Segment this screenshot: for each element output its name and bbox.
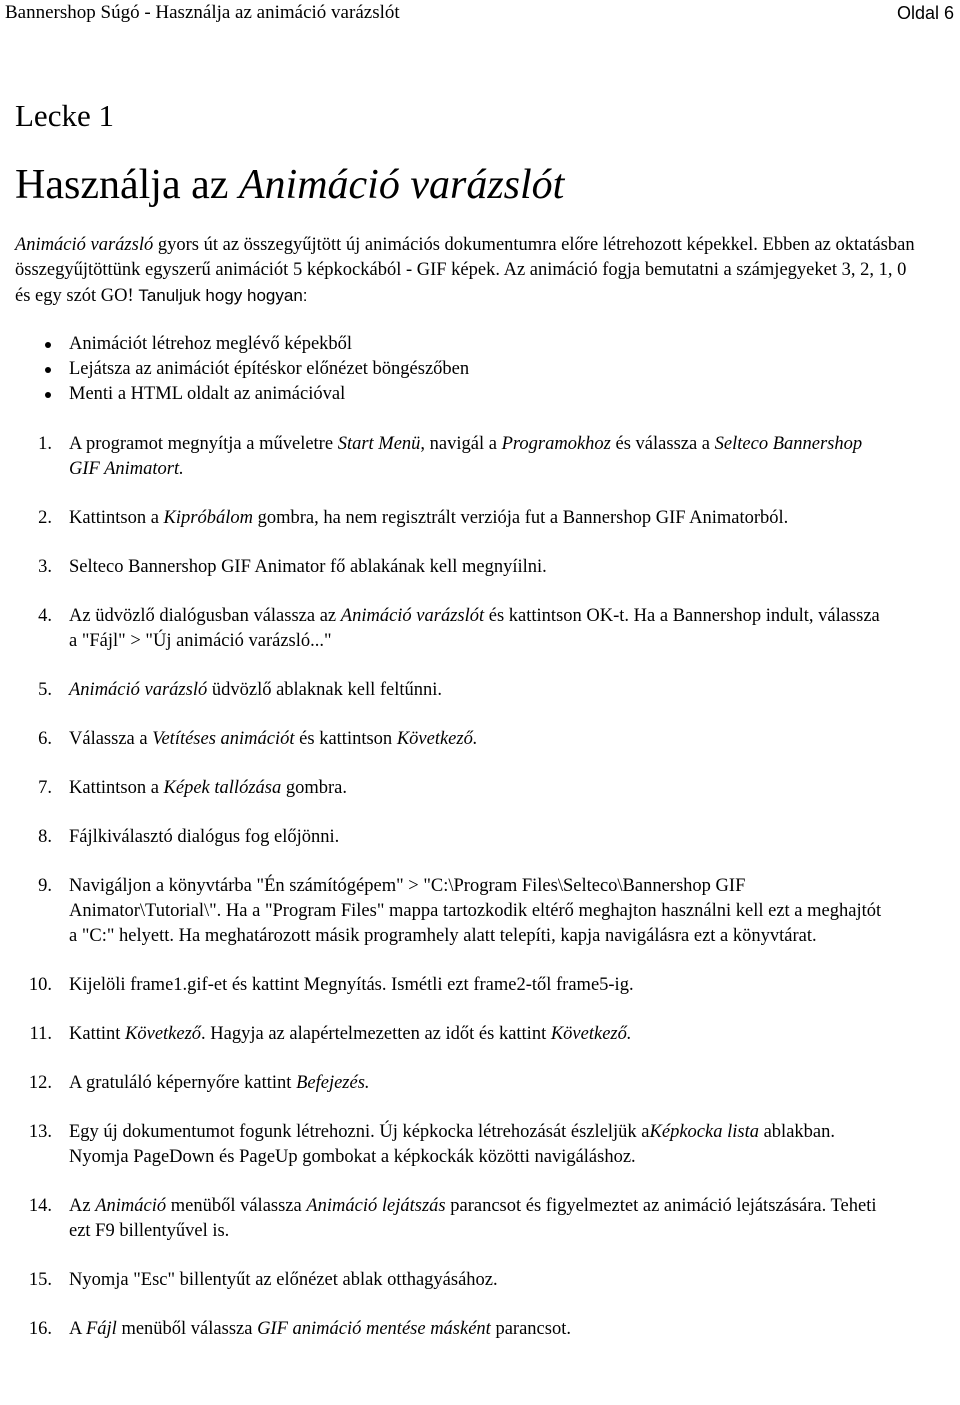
step-text-part: Kijelöli frame1.gif-et és kattint Megnyítás. Ismétli ezt frame2-től frame5-ig. [69, 975, 634, 995]
step-text-part: Kattintson a [69, 508, 164, 528]
step-text-part: A programot megnyítja a műveletre [69, 434, 338, 454]
intro-paragraph [15, 233, 915, 309]
lesson-heading: Lecke 1 [15, 98, 114, 133]
step-item [0, 825, 889, 850]
step-text-part: Az üdvözlő dialógusban válassza az [69, 606, 341, 626]
objective-text: Menti a HTML oldalt az animációval [69, 384, 346, 404]
bullet-icon [45, 392, 51, 398]
step-item [0, 1120, 889, 1170]
page-title [15, 160, 564, 210]
step-text-italic: Fájl [85, 1319, 117, 1339]
step-text-italic: Start Menü [337, 434, 421, 454]
step-text-part: Az [69, 1196, 96, 1216]
step-text [69, 778, 347, 798]
document-header-title: Bannershop Súgó - Használja az animáció varázslót [5, 2, 400, 23]
step-number: 11. [29, 1024, 52, 1044]
step-item [0, 727, 889, 752]
step-text-part: Fájlkiválasztó dialógus fog előjönni. [69, 827, 340, 847]
objective-item [0, 357, 940, 382]
step-text-part: . Hagyja az alapértelmezetten az időt és kattint [201, 1024, 551, 1044]
bullet-icon [45, 342, 51, 348]
step-text [69, 434, 862, 479]
step-number: 5. [38, 680, 52, 700]
step-text-italic: Következő. [550, 1024, 632, 1044]
step-text-italic: Selteco Bannershop GIF Animatort. [69, 434, 863, 479]
step-text [69, 975, 634, 995]
step-number: 16. [28, 1319, 52, 1339]
step-text-part: gombra, ha nem regisztrált verziója fut a Bannershop GIF Animatorból. [252, 508, 789, 528]
step-text [69, 508, 788, 528]
step-number: 9. [38, 876, 52, 896]
step-text-part: Kattintson a [69, 778, 164, 798]
step-text-part: Selteco Bannershop GIF Animator fő ablakának kell megnyíilni. [69, 557, 547, 577]
objectives-list [0, 332, 940, 407]
step-item [0, 1071, 889, 1096]
step-text [69, 1073, 370, 1093]
step-text-part: és kattintson OK-t. Ha a Bannershop indult, válassza a "Fájl" > "Új animáció varázsló..." [69, 606, 880, 651]
step-text-italic: Animáció varázsló [69, 680, 208, 700]
intro-text: gyors út az összegyűjtött új animációs dokumentumra előre létrehozott képekkel. Ebben az oktatásban összegyűjtöttünk egyszerű animációt 5 képkockából - GIF képek. Az animáció fogja bemutatni a számjegyeket 3, 2, 1, 0 és egy szót GO! [15, 235, 915, 306]
step-number: 10. [28, 975, 52, 995]
step-text-part: gombra. [281, 778, 347, 798]
step-text-italic: Kipróbálom [163, 508, 253, 528]
intro-learn: Tanuljuk hogy hogyan: [138, 286, 308, 305]
step-item [0, 555, 889, 580]
step-number: 12. [28, 1073, 52, 1093]
step-number: 15. [28, 1270, 52, 1290]
step-text-part: Navigáljon a könyvtárba "Én számítógépem" > "C:\Program Files\Selteco\Bannershop GIF Animator\Tutorial\". Ha a "Program Files" mappa tartozkodik eltérő meghajton használni kell ezt a meghajtót a "C:" helyett. Ha meghatározott másik programhely alatt telepíti, kapja navigálásra ezt a könyvtárat. [69, 876, 882, 946]
step-item [0, 973, 889, 998]
objective-item [0, 332, 940, 357]
step-text [69, 680, 442, 700]
step-item [0, 432, 889, 482]
step-text [69, 1024, 632, 1044]
step-text-part: menüből válassza [116, 1319, 258, 1339]
step-item [0, 1268, 889, 1293]
step-text-part: A [69, 1319, 86, 1339]
step-text-part: üdvözlő ablaknak kell feltűnni. [207, 680, 443, 700]
objective-item [0, 382, 940, 407]
step-text [69, 1122, 835, 1167]
step-number: 14. [28, 1196, 52, 1216]
step-number: 2. [38, 508, 52, 528]
step-text-part: ablakban. Nyomja PageDown és PageUp gombokat a képkockák közötti navigáláshoz. [69, 1122, 835, 1167]
step-item [0, 604, 889, 654]
step-text [69, 827, 339, 847]
step-text [69, 606, 880, 651]
step-text-italic: Animáció [95, 1196, 167, 1216]
step-text-part: parancsot és figyelmeztet az animáció lejátszására. Teheti ezt F9 billentyűvel is. [69, 1196, 877, 1241]
step-text-part: A gratuláló képernyőre kattint [69, 1073, 297, 1093]
step-text-part: parancsot. [490, 1319, 571, 1339]
step-text [69, 876, 881, 946]
step-number: 4. [38, 606, 52, 626]
step-text-part: , navigál a [420, 434, 502, 454]
bullet-icon [45, 367, 51, 373]
step-item [0, 1317, 889, 1342]
step-text-part: Egy új dokumentumot fogunk létrehozni. Új képkocka létrehozását észleljük a [69, 1122, 650, 1142]
step-text-part: Kattint [69, 1024, 126, 1044]
step-text-italic: Vetítéses animációt [152, 729, 295, 749]
step-text-italic: Képek tallózása [163, 778, 282, 798]
step-text [69, 1319, 571, 1339]
step-item [0, 874, 889, 949]
step-text [69, 557, 547, 577]
step-text-italic: Animáció lejátszás [306, 1196, 446, 1216]
step-number: 6. [38, 729, 52, 749]
step-text-italic: Következő [125, 1024, 202, 1044]
step-text-italic: GIF animáció mentése másként [257, 1319, 491, 1339]
step-number: 8. [38, 827, 52, 847]
step-text-part: Válassza a [69, 729, 153, 749]
title-italic: Animáció varázslót [238, 162, 565, 208]
steps-list [0, 432, 940, 1366]
step-text-italic: Következő. [396, 729, 478, 749]
title-prefix: Használja az [15, 162, 239, 208]
intro-lead: Animáció varázsló [15, 235, 154, 255]
step-text-part: és válassza a [610, 434, 715, 454]
step-text [69, 729, 477, 749]
step-number: 13. [28, 1122, 52, 1142]
step-text [69, 1196, 876, 1241]
step-item [0, 506, 889, 531]
step-text-part: és kattintson [294, 729, 397, 749]
page-number: Oldal 6 [896, 3, 954, 23]
objective-text: Animációt létrehoz meglévő képekből [69, 334, 353, 354]
step-item [0, 678, 889, 703]
step-text [69, 1270, 498, 1290]
step-item [0, 1022, 889, 1047]
step-text-part: menüből válassza [166, 1196, 307, 1216]
objective-text: Lejátsza az animációt építéskor előnézet böngészőben [69, 359, 470, 379]
step-text-part: Nyomja "Esc" billentyűt az előnézet ablak otthagyásához. [69, 1270, 498, 1290]
step-text-italic: Animáció varázslót [340, 606, 485, 626]
step-number: 3. [38, 557, 52, 577]
step-text-italic: Képkocka lista [649, 1122, 759, 1142]
step-number: 1. [38, 434, 52, 454]
step-item [0, 776, 889, 801]
step-number: 7. [38, 778, 52, 798]
step-text-italic: Programokhoz [501, 434, 611, 454]
step-text-italic: Befejezés. [296, 1073, 370, 1093]
step-item [0, 1194, 889, 1244]
